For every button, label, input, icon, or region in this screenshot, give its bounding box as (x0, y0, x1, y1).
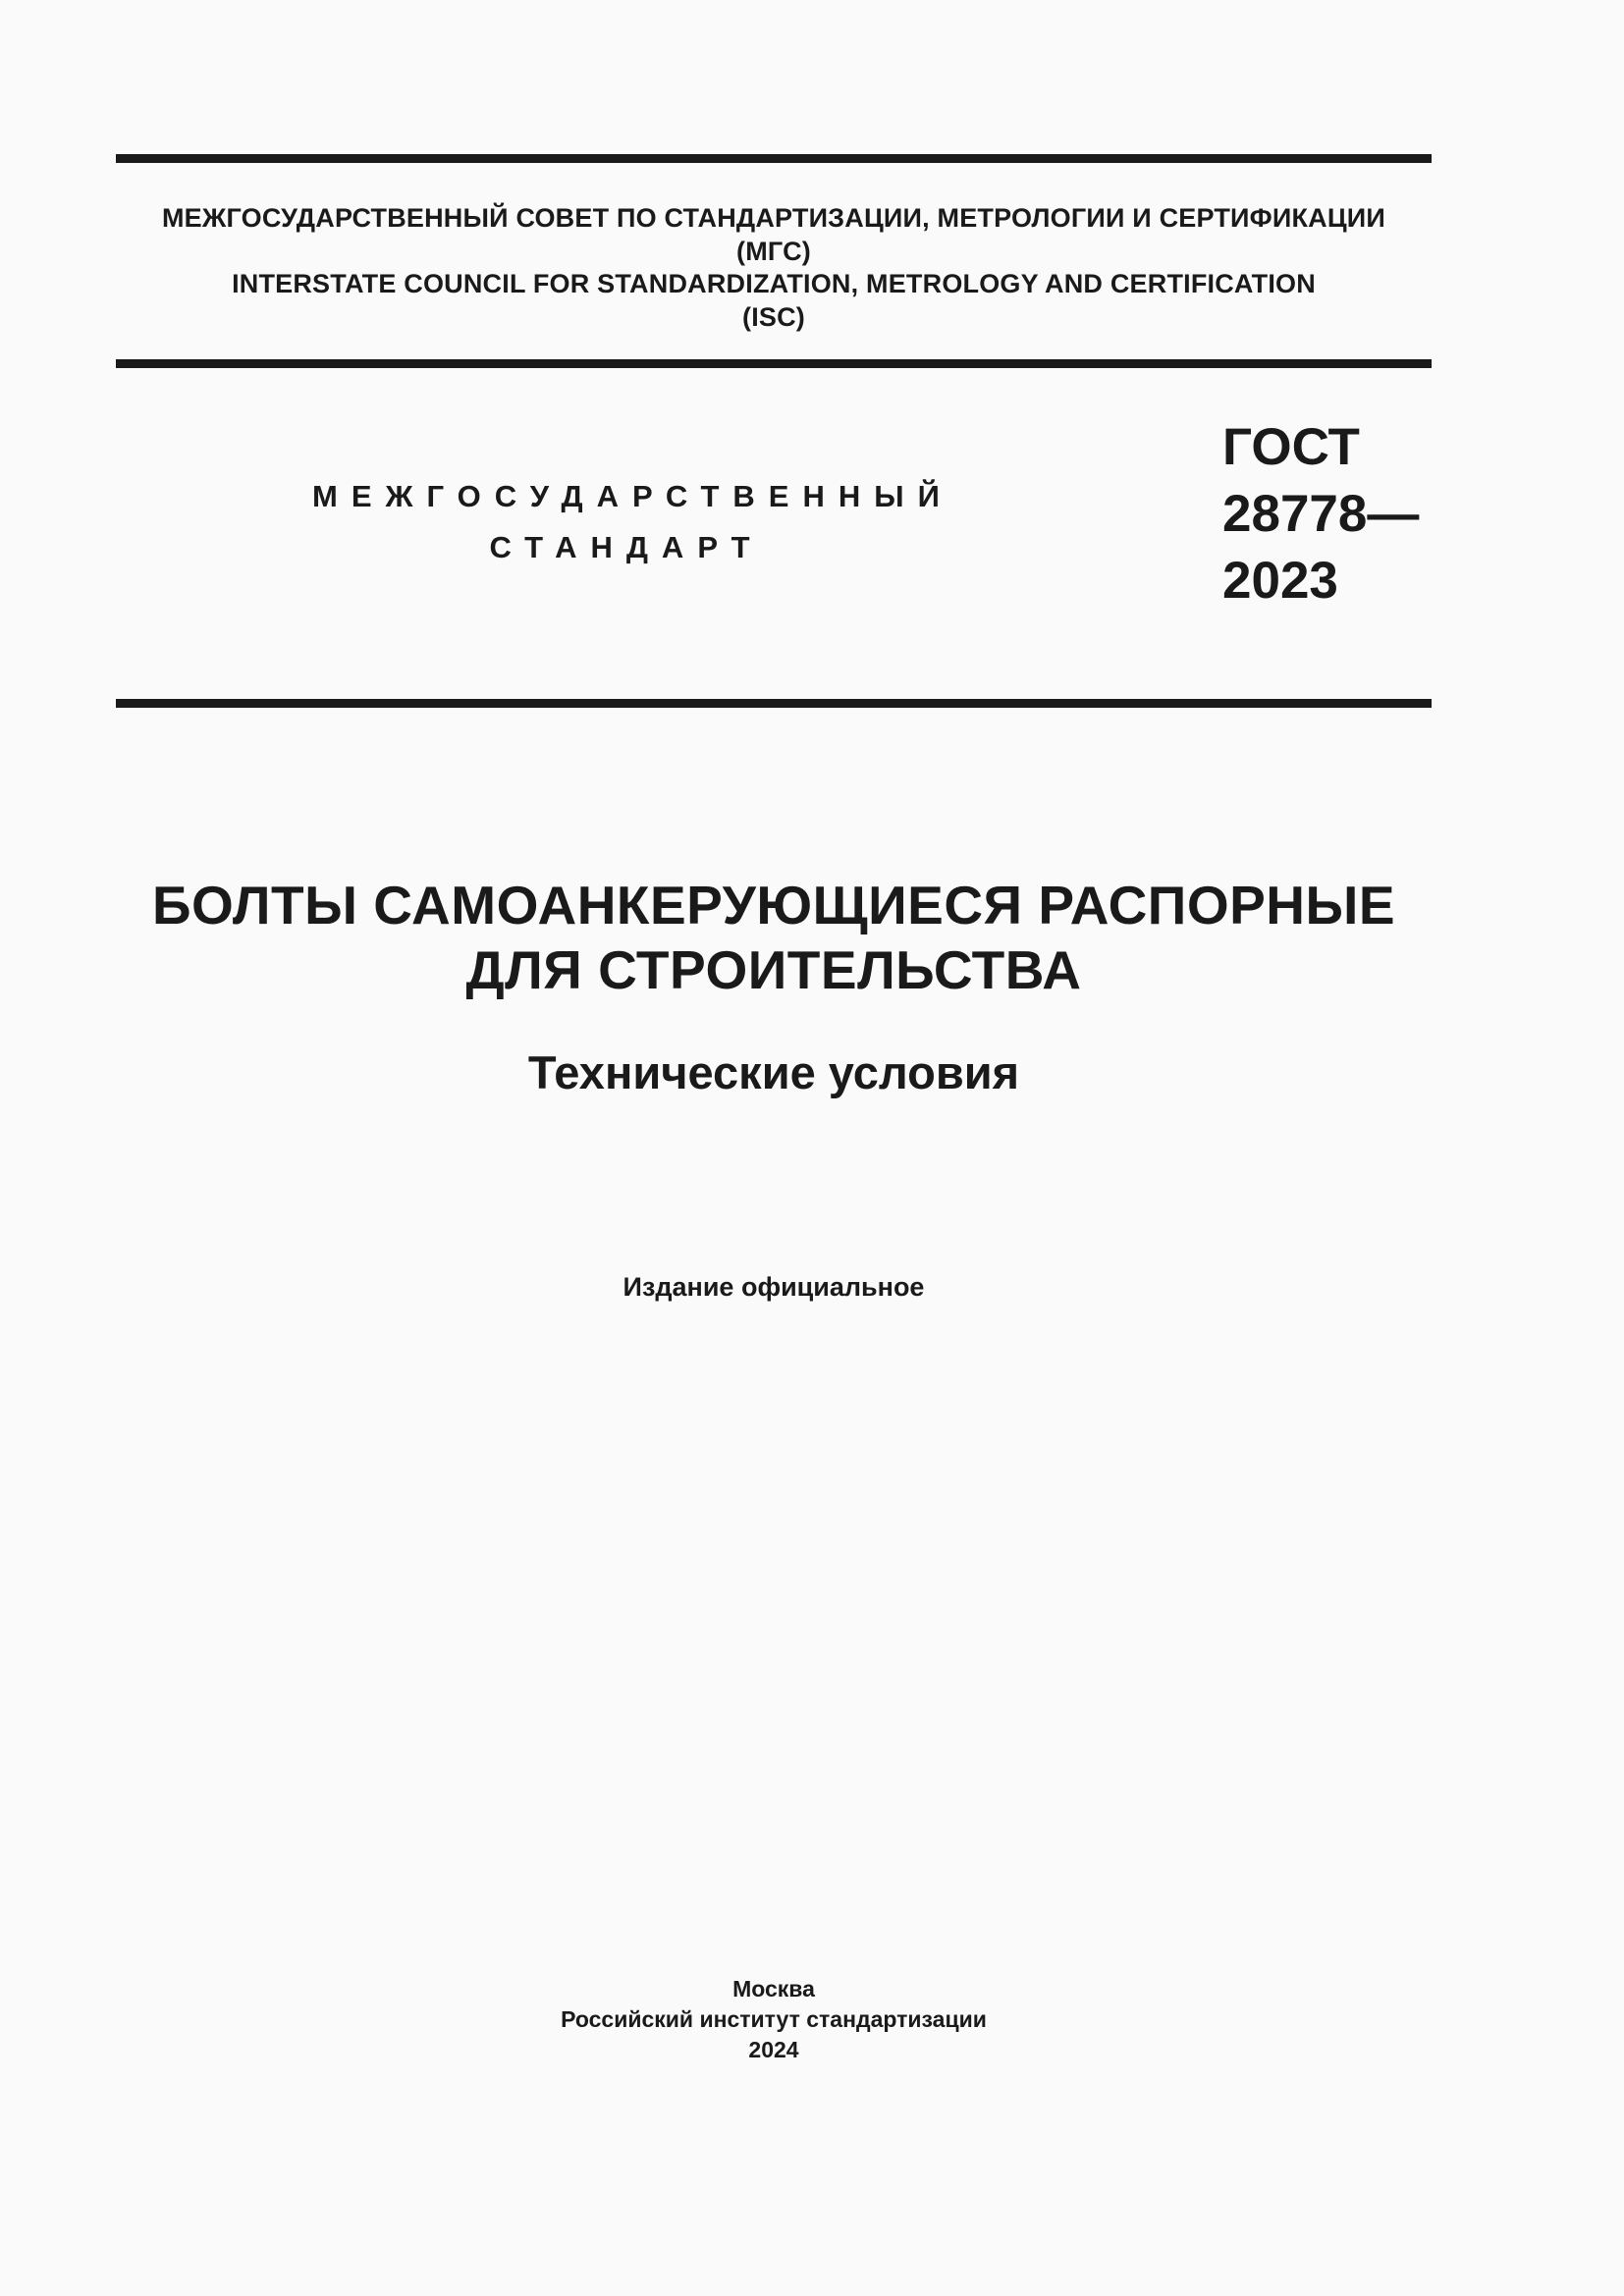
imprint-year: 2024 (748, 2037, 799, 2062)
header-divider (116, 359, 1432, 368)
standard-code-year: 2023 (1222, 552, 1338, 610)
council-name-en: INTERSTATE COUNCIL FOR STANDARDIZATION, METROLOGY AND CERTIFICATION (232, 269, 1316, 298)
standard-divider (116, 699, 1432, 708)
document-title (116, 873, 1432, 1002)
top-divider (116, 154, 1432, 163)
standard-label-line1: МЕЖГОСУДАРСТВЕННЫЙ (312, 479, 953, 513)
standard-label-line2: СТАНДАРТ (489, 530, 764, 564)
edition-note: Издание официальное (623, 1272, 925, 1302)
imprint (116, 1974, 1432, 2065)
standard-code-number: 28778— (1222, 485, 1420, 543)
document-subtitle: Технические условия (527, 1046, 1020, 1098)
council-name-ru: МЕЖГОСУДАРСТВЕННЫЙ СОВЕТ ПО СТАНДАРТИЗАЦИИ, МЕТРОЛОГИИ И СЕРТИФИКАЦИИ (161, 203, 1386, 233)
standard-type-label (312, 471, 953, 573)
title-line1: БОЛТЫ САМОАНКЕРУЮЩИЕСЯ РАСПОРНЫЕ (151, 875, 1396, 935)
council-abbr-ru: (МГС) (736, 236, 811, 266)
council-abbr-en: (ISC) (742, 301, 805, 332)
council-header (116, 202, 1432, 334)
imprint-city: Москва (732, 1976, 815, 2002)
title-line2: ДЛЯ СТРОИТЕЛЬСТВА (465, 939, 1082, 1000)
standard-code-prefix: ГОСТ (1222, 418, 1360, 476)
imprint-publisher: Российский институт стандартизации (561, 2006, 987, 2032)
standard-code (1222, 414, 1419, 614)
